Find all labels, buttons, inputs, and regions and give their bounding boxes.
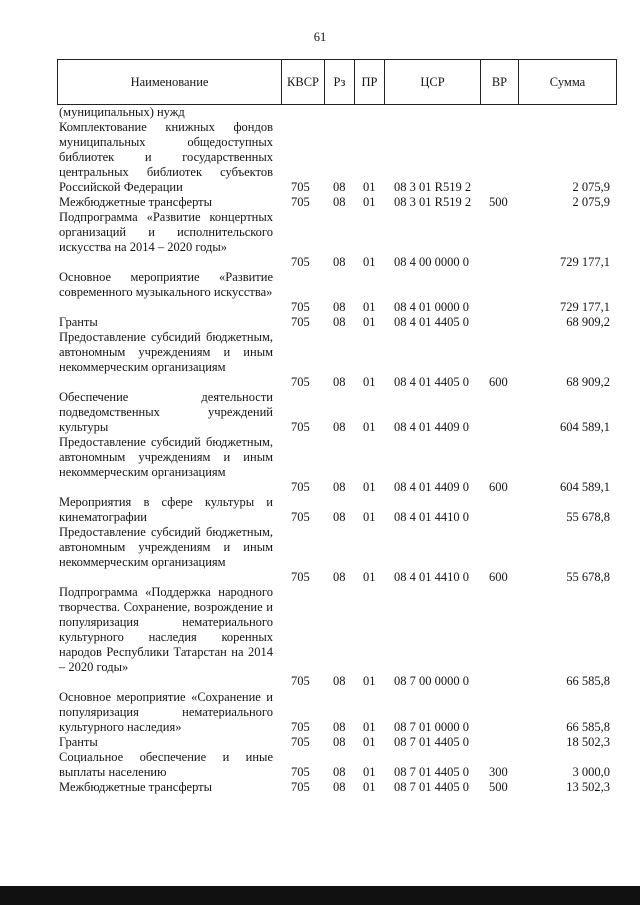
header-csr: ЦСР [385, 60, 481, 104]
row-csr: 08 7 00 0000 0 [394, 674, 469, 689]
row-csr: 08 3 01 R519 2 [394, 179, 472, 194]
row-pr: 01 [363, 419, 376, 434]
header-name: Наименование [58, 60, 282, 104]
row-pr: 01 [363, 735, 376, 749]
row-kvsr: 705 [291, 674, 310, 689]
row-name: Предоставление субсидий бюджетным, автономным учреждениям и иным некоммерческим организациям [59, 435, 273, 479]
row-name: Основное мероприятие «Развитие современного музыкального искусства» [59, 270, 273, 299]
row-kvsr: 705 [291, 509, 310, 524]
row-vr: 600 [489, 374, 508, 389]
row-name: Комплектование книжных фондов муниципальных общедоступных библиотек и государственных центральных библиотек субъектов Российской Федерации [59, 120, 273, 194]
row-sum: 18 502,3 [566, 735, 610, 749]
row-sum: 604 589,1 [560, 419, 610, 434]
row-vr: 600 [489, 569, 508, 584]
row-rz: 08 [333, 674, 346, 689]
row-sum: 3 000,0 [572, 764, 610, 779]
row-pr: 01 [363, 374, 376, 389]
row-kvsr: 705 [291, 569, 310, 584]
row-csr: 08 4 01 4405 0 [394, 374, 469, 389]
row-rz: 08 [333, 735, 346, 749]
row-pr: 01 [363, 479, 376, 494]
row-sum: 604 589,1 [560, 479, 610, 494]
row-rz: 08 [333, 179, 346, 194]
row-csr: 08 4 01 4409 0 [394, 419, 469, 434]
row-pr: 01 [363, 509, 376, 524]
row-csr: 08 4 01 4410 0 [394, 569, 469, 584]
row-name: Подпрограмма «Развитие концертных организаций и исполнительского искусства на 2014 – 2020 годы» [59, 210, 273, 254]
row-pr: 01 [363, 569, 376, 584]
row-sum: 68 909,2 [566, 374, 610, 389]
row-csr: 08 7 01 4405 0 [394, 780, 469, 794]
row-name: Мероприятия в сфере культуры и кинематографии [59, 495, 273, 524]
row-pr: 01 [363, 780, 376, 794]
header-pr: ПР [355, 60, 385, 104]
row-sum: 55 678,8 [566, 569, 610, 584]
row-rz: 08 [333, 719, 346, 734]
header-vr: ВР [481, 60, 519, 104]
row-pr: 01 [363, 764, 376, 779]
row-name: Межбюджетные трансферты [59, 195, 213, 209]
row-kvsr: 705 [291, 764, 310, 779]
header-kvsr: КВСР [282, 60, 325, 104]
row-name: (муниципальных) нужд [59, 105, 185, 119]
scan-bottom-edge [0, 886, 640, 905]
header-rz: Рз [325, 60, 355, 104]
row-rz: 08 [333, 780, 346, 794]
row-rz: 08 [333, 299, 346, 314]
row-csr: 08 4 01 4405 0 [394, 315, 469, 329]
row-name: Социальное обеспечение и иные выплаты населению [59, 750, 273, 779]
row-name: Подпрограмма «Поддержка народного творчества. Сохранение, возрождение и популяризация нематериального культурного наследия коренных народов Республики Татарстан на 2014 – 2020 годы» [59, 585, 273, 674]
row-rz: 08 [333, 374, 346, 389]
row-sum: 13 502,3 [566, 780, 610, 794]
row-csr: 08 3 01 R519 2 [394, 195, 472, 209]
row-kvsr: 705 [291, 479, 310, 494]
row-name: Обеспечение деятельности подведомственных учреждений культуры [59, 390, 273, 434]
row-name: Предоставление субсидий бюджетным, автономным учреждениям и иным некоммерческим организациям [59, 525, 273, 569]
row-rz: 08 [333, 569, 346, 584]
row-sum: 68 909,2 [566, 315, 610, 329]
row-csr: 08 7 01 0000 0 [394, 719, 469, 734]
row-kvsr: 705 [291, 179, 310, 194]
row-sum: 66 585,8 [566, 719, 610, 734]
header-sum: Сумма [549, 74, 586, 89]
row-pr: 01 [363, 179, 376, 194]
row-sum: 66 585,8 [566, 674, 610, 689]
row-vr: 600 [489, 479, 508, 494]
row-rz: 08 [333, 195, 346, 209]
row-sum: 729 177,1 [560, 299, 610, 314]
row-sum: 729 177,1 [560, 254, 610, 269]
row-kvsr: 705 [291, 419, 310, 434]
row-sum: 55 678,8 [566, 509, 610, 524]
table-header [57, 59, 617, 105]
row-pr: 01 [363, 195, 376, 209]
row-name: Гранты [59, 735, 98, 749]
row-csr: 08 7 01 4405 0 [394, 735, 469, 749]
page-number: 61 [313, 30, 327, 44]
row-rz: 08 [333, 315, 346, 329]
row-vr: 500 [489, 780, 508, 794]
row-pr: 01 [363, 674, 376, 689]
row-sum: 2 075,9 [572, 179, 610, 194]
row-rz: 08 [333, 419, 346, 434]
row-pr: 01 [363, 299, 376, 314]
row-csr: 08 4 01 0000 0 [394, 299, 469, 314]
row-rz: 08 [333, 479, 346, 494]
row-rz: 08 [333, 254, 346, 269]
row-name: Межбюджетные трансферты [59, 780, 213, 794]
row-csr: 08 4 00 0000 0 [394, 254, 469, 269]
row-kvsr: 705 [291, 719, 310, 734]
row-csr: 08 4 01 4409 0 [394, 479, 469, 494]
row-kvsr: 705 [291, 735, 310, 749]
row-pr: 01 [363, 254, 376, 269]
row-pr: 01 [363, 315, 376, 329]
row-csr: 08 7 01 4405 0 [394, 764, 469, 779]
row-csr: 08 4 01 4410 0 [394, 509, 469, 524]
row-kvsr: 705 [291, 254, 310, 269]
row-name: Основное мероприятие «Сохранение и популяризация нематериального культурного наследия» [59, 690, 273, 734]
row-name: Гранты [59, 315, 98, 329]
row-sum: 2 075,9 [572, 195, 610, 209]
row-kvsr: 705 [291, 315, 310, 329]
row-pr: 01 [363, 719, 376, 734]
row-kvsr: 705 [291, 374, 310, 389]
row-kvsr: 705 [291, 299, 310, 314]
row-rz: 08 [333, 509, 346, 524]
row-kvsr: 705 [291, 780, 310, 794]
row-vr: 500 [489, 195, 508, 209]
row-rz: 08 [333, 764, 346, 779]
row-name: Предоставление субсидий бюджетным, автономным учреждениям и иным некоммерческим организациям [59, 330, 273, 374]
row-vr: 300 [489, 764, 508, 779]
row-kvsr: 705 [291, 195, 310, 209]
